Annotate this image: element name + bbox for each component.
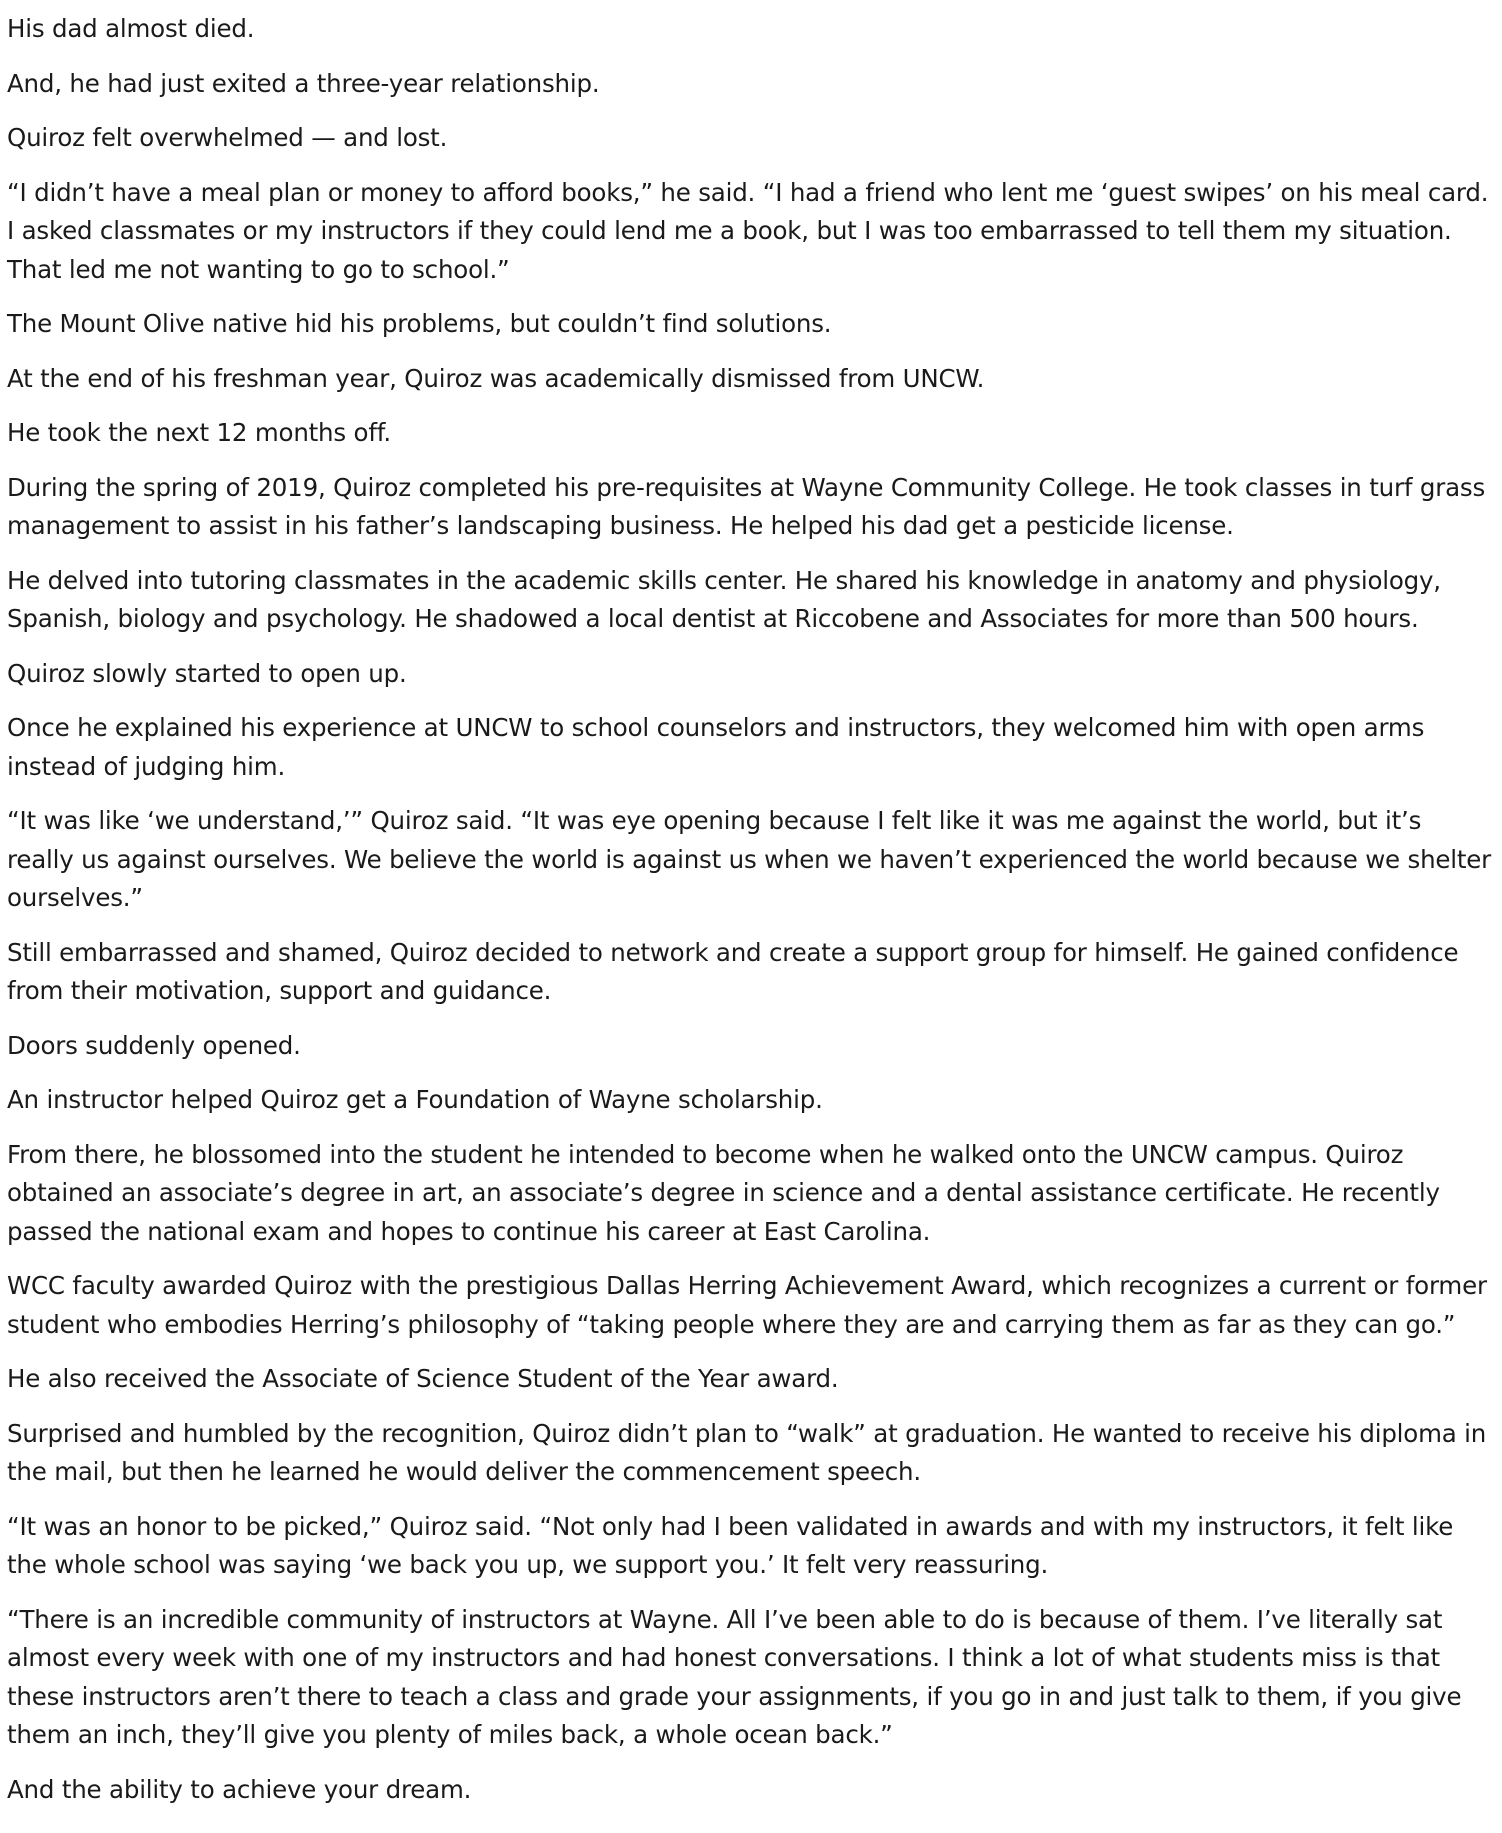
paragraph: Quiroz slowly started to open up. [7,658,407,688]
paragraph: He delved into tutoring classmates in the academic skills center. He shared his knowledge in anatomy and physiology, Spanish, biology and psychology. He shadowed a local dentist at Riccobene and Associates for more than 500 hours. [7,565,1441,633]
paragraph: From there, he blossomed into the student he intended to become when he walked onto the UNCW campus. Quiroz obtained an associate’s degree in art, an associate’s degree in science and a dental assistance certificate. He recently passed the national exam and hopes to continue his career at East Carolina. [7,1139,1440,1246]
paragraph: Quiroz felt overwhelmed — and lost. [7,123,448,152]
paragraph: “I didn’t have a meal plan or money to afford books,” he said. “I had a friend who lent me ‘guest swipes’ on his meal card. I asked classmates or my instructors if they could lend me a book, but I was too embarrassed to tell them my situation. That led me not wanting to go to school.” [7,177,1489,284]
paragraph: The Mount Olive native hid his problems, but couldn’t find solutions. [7,309,832,338]
paragraph: “It was an honor to be picked,” Quiroz said. “Not only had I been validated in awards and with my instructors, it felt like the whole school was saying ‘we back you up, we support you.’ It felt very reassuring. [7,1511,1454,1579]
paragraph: Surprised and humbled by the recognition, Quiroz didn’t plan to “walk” at graduation. He wanted to receive his diploma in the mail, but then he learned he would deliver the commencement speech. [7,1418,1487,1486]
paragraph: He took the next 12 months off. [7,418,391,447]
paragraph: An instructor helped Quiroz get a Foundation of Wayne scholarship. [7,1085,823,1114]
paragraph: “It was like ‘we understand,’” Quiroz said. “It was eye opening because I felt like it was me against the world, but it’s really us against ourselves. We believe the world is against us when we haven’t experienced the world because we shelter ourselves.” [7,806,1492,912]
paragraph: “There is an incredible community of instructors at Wayne. All I’ve been able to do is because of them. I’ve literally sat almost every week with one of my instructors and had honest conversations. I think a lot of what students miss is that these instructors aren’t there to teach a class and grade your assignments, if you go in and just talk to them, if you give them an inch, they’ll give you plenty of miles back, a whole ocean back.” [7,1604,1462,1749]
paragraph: His dad almost died. [7,14,255,43]
paragraph: He also received the Associate of Science Student of the Year award. [7,1364,839,1393]
paragraph: And the ability to achieve your dream. [7,1774,472,1804]
paragraph: WCC faculty awarded Quiroz with the prestigious Dallas Herring Achievement Award, which recognizes a current or former student who embodies Herring’s philosophy of “taking people where they are and carrying them as far as they can go.” [7,1271,1487,1339]
paragraph: At the end of his freshman year, Quiroz was academically dismissed from UNCW. [7,363,985,393]
paragraph: Once he explained his experience at UNCW to school counselors and instructors, they welcomed him with open arms instead of judging him. [7,713,1425,781]
paragraph: During the spring of 2019, Quiroz completed his pre-requisites at Wayne Community College. He took classes in turf grass management to assist in his father’s landscaping business. He helped his dad get a pesticide license. [7,472,1486,540]
paragraph: And, he had just exited a three-year relationship. [7,68,600,98]
paragraph: Still embarrassed and shamed, Quiroz decided to network and create a support group for himself. He gained confidence from their motivation, support and guidance. [7,937,1459,1005]
paragraph: Doors suddenly opened. [7,1030,301,1060]
article-body [7,10,1495,1825]
